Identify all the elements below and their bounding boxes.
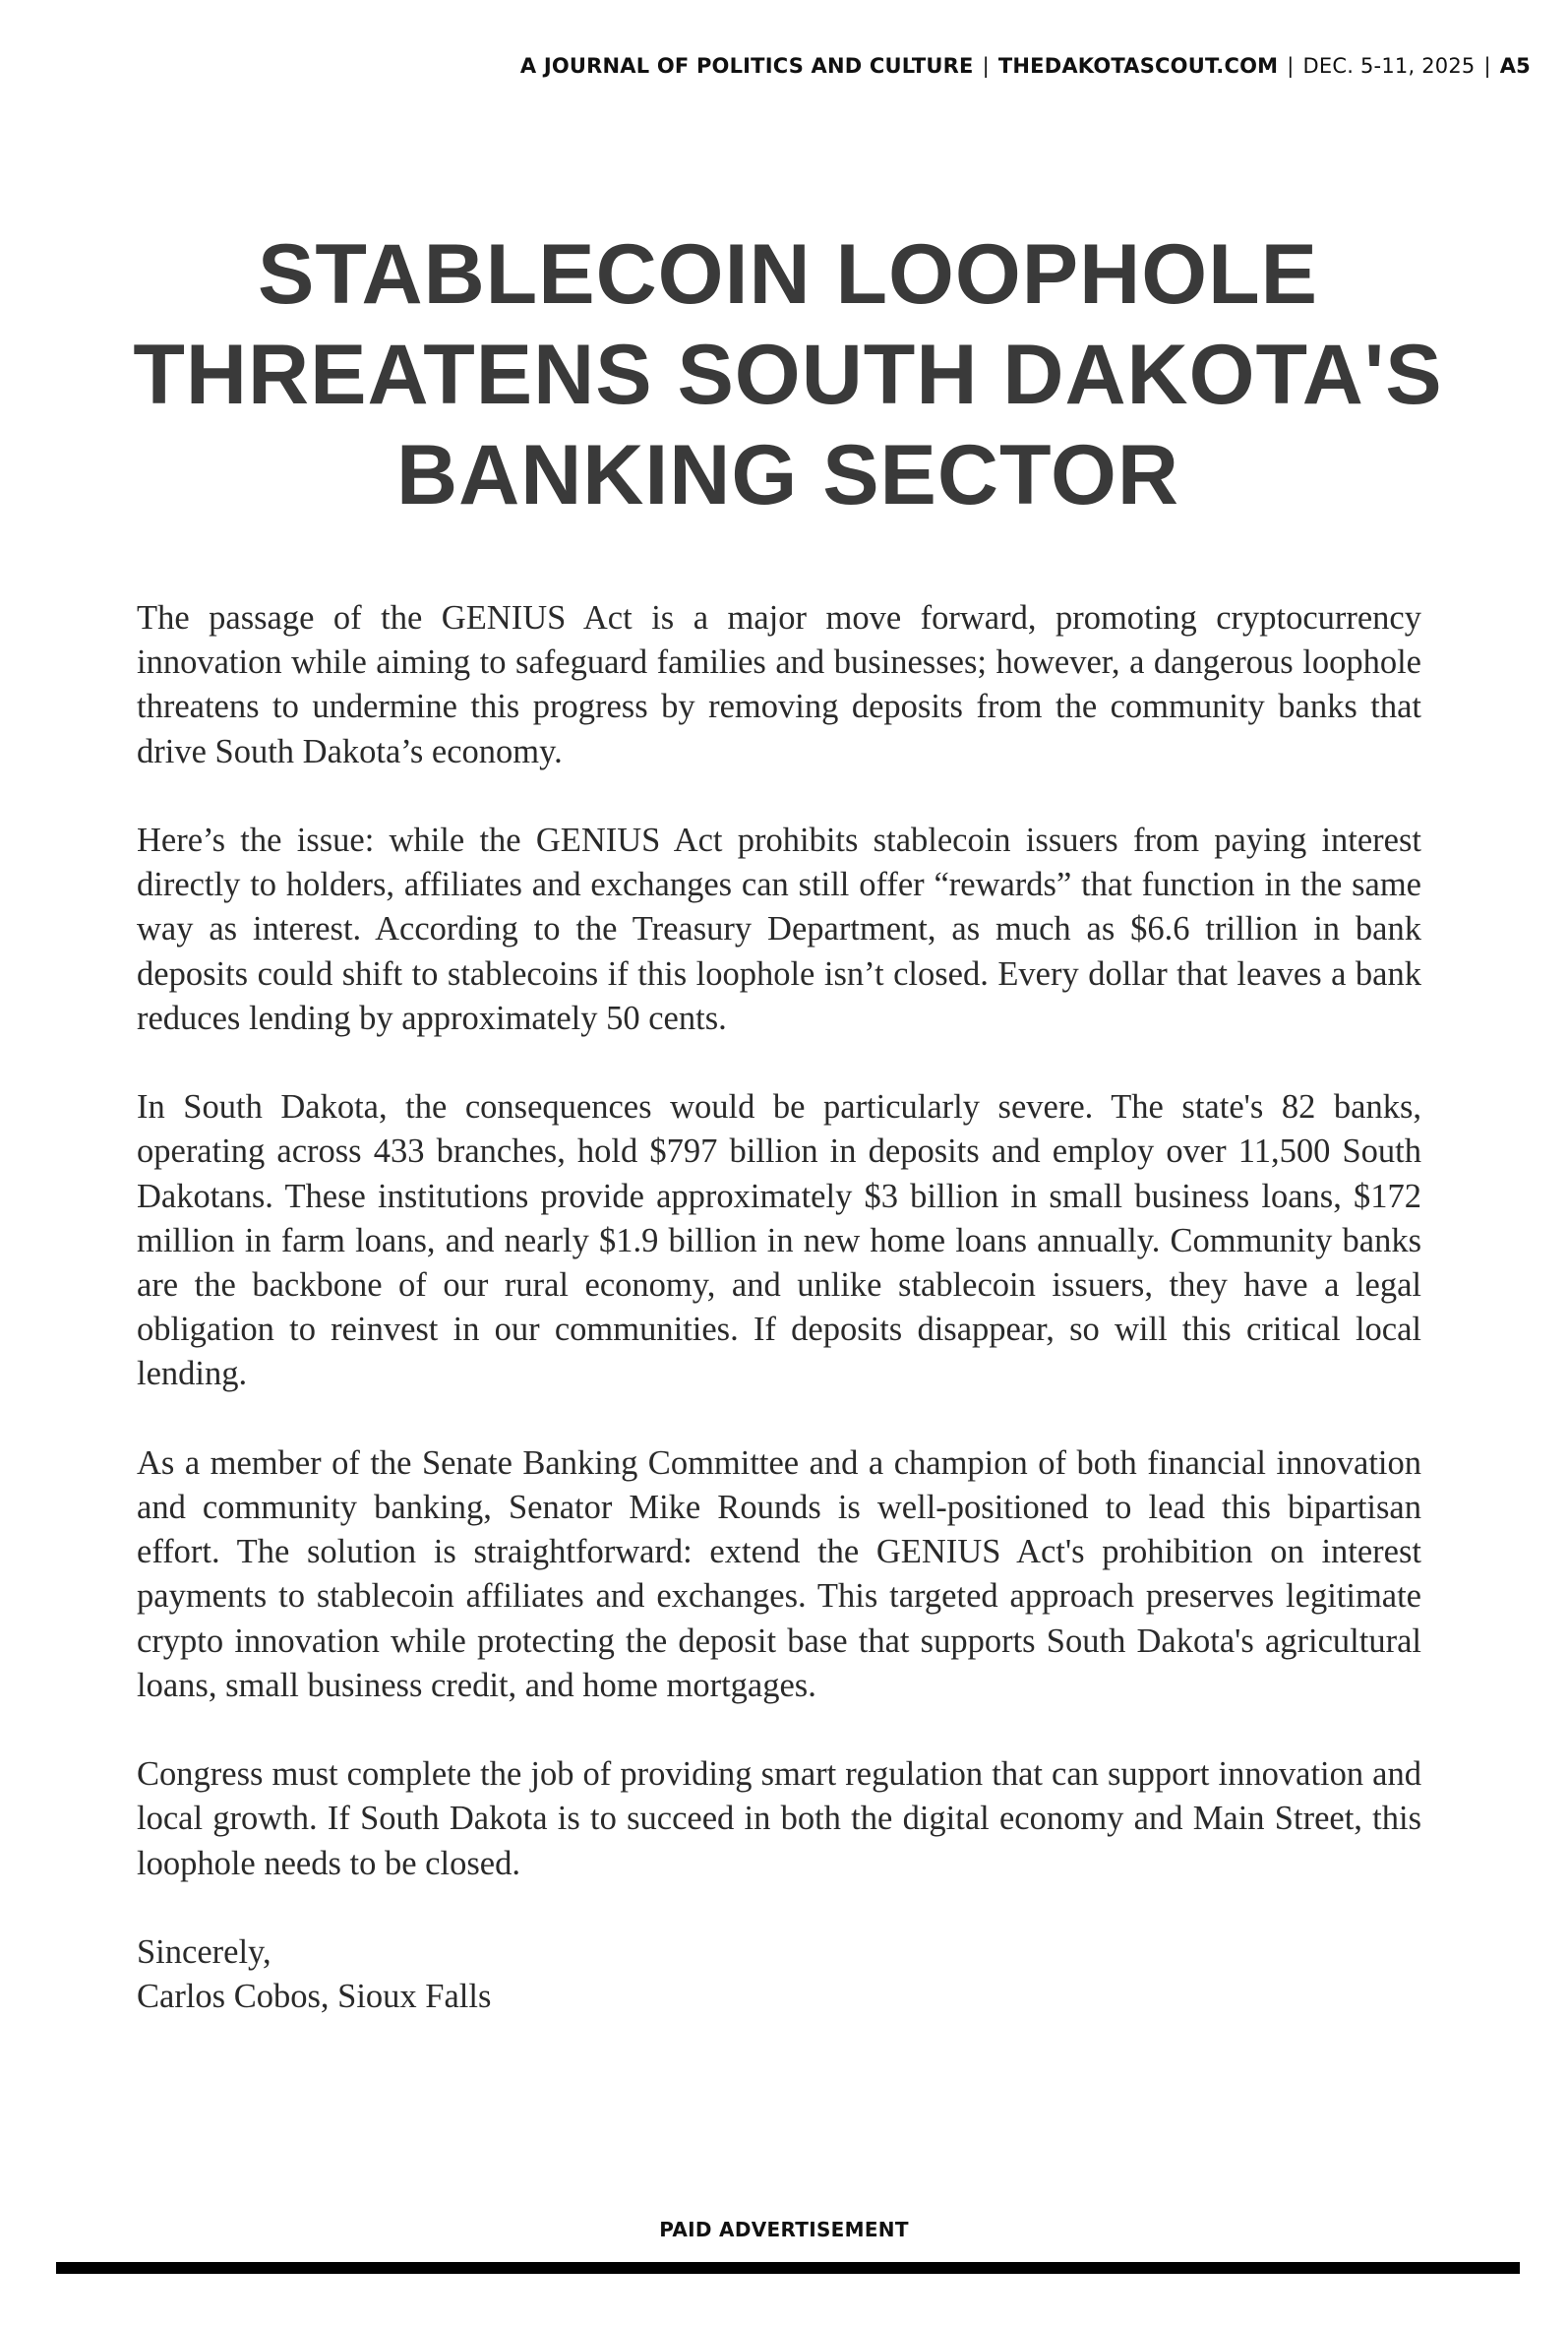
masthead-separator: | bbox=[982, 54, 990, 78]
masthead-page-number: A5 bbox=[1499, 54, 1531, 78]
masthead-tagline: A JOURNAL OF POLITICS AND CULTURE bbox=[519, 54, 974, 78]
masthead-website: THEDAKOTASCOUT.COM bbox=[997, 54, 1279, 78]
signoff bbox=[137, 1930, 1421, 2019]
article-paragraph: In South Dakota, the consequences would be particularly severe. The state's 82 banks, operating across 433 branches, hold $797 billion in deposits and employ over 11,500 South Dakotans. These institutions provide approximately $3 billion in small business loans, $172 million in farm loans, and nearly $1.9 billion in new home loans annually. Community banks are the backbone of our rural economy, and unlike stablecoin issuers, they have a legal obligation to reinvest in our communities. If deposits disappear, so will this critical local lending. bbox=[137, 1088, 1421, 1393]
article-paragraph: Congress must complete the job of providing smart regulation that can support innovation and local growth. If South Dakota is to succeed in both the digital economy and Main Street, this loophole needs to be closed. bbox=[137, 1755, 1421, 1882]
paid-advertisement-label: PAID ADVERTISEMENT bbox=[659, 2218, 909, 2241]
article-body bbox=[137, 596, 1421, 2019]
headline-line: STABLECOIN LOOPHOLE bbox=[257, 227, 1319, 322]
masthead bbox=[520, 51, 1531, 81]
article-paragraph: As a member of the Senate Banking Committee and a champion of both financial innovation and community banking, Senator Mike Rounds is well-positioned to lead this bipartisan effort. The solution is straightforward: extend the GENIUS Act's prohibition on interest payments to stablecoin affiliates and exchanges. This targeted approach preserves legitimate crypto innovation while protecting the deposit base that supports South Dakota's agricultural loans, small business credit, and home mortgages. bbox=[137, 1443, 1421, 1704]
headline-line: THREATENS SOUTH DAKOTA'S bbox=[133, 328, 1443, 422]
masthead-date: DEC. 5-11, 2025 bbox=[1302, 54, 1476, 78]
masthead-separator: | bbox=[1287, 54, 1295, 78]
closing-salutation: Sincerely, bbox=[137, 1933, 271, 1972]
footer-rule bbox=[56, 2262, 1520, 2274]
headline-line: BANKING SECTOR bbox=[395, 428, 1180, 522]
masthead-separator: | bbox=[1483, 54, 1491, 78]
article-paragraph: Here’s the issue: while the GENIUS Act prohibits stablecoin issuers from paying interest directly to holders, affiliates and exchanges can still offer “rewards” that function in the same way as interest. According to the Treasury Department, as much as $6.6 trillion in bank deposits could shift to stablecoins if this loophole isn’t closed. Every dollar that leaves a bank reduces lending by approximately 50 cents. bbox=[137, 822, 1421, 1037]
author-signature: Carlos Cobos, Sioux Falls bbox=[137, 1978, 492, 2016]
headline bbox=[118, 224, 1458, 525]
article-paragraph: The passage of the GENIUS Act is a major move forward, promoting cryptocurrency innovation while aiming to safeguard families and businesses; however, a dangerous loophole threatens to undermine this progress by removing deposits from the community banks that drive South Dakota’s economy. bbox=[137, 599, 1421, 770]
